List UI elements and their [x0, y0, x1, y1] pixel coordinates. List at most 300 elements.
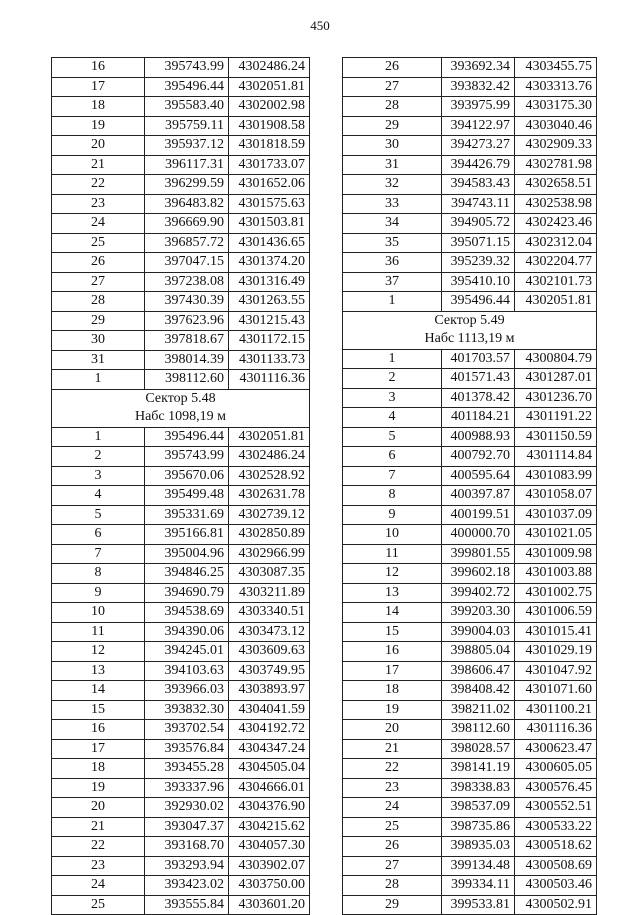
y-coordinate-cell: 4301037.09	[515, 505, 597, 525]
point-number-cell: 16	[52, 58, 145, 78]
point-number-cell: 17	[52, 739, 145, 759]
x-coordinate-cell: 395410.10	[442, 272, 515, 292]
point-number-cell: 1	[52, 370, 145, 390]
table-row	[52, 544, 310, 564]
point-number-cell: 16	[52, 720, 145, 740]
table-body-right	[343, 58, 597, 915]
y-coordinate-cell: 4300508.69	[515, 856, 597, 876]
table-row	[52, 583, 310, 603]
point-number-cell: 18	[343, 681, 442, 701]
table-row	[343, 233, 597, 253]
y-coordinate-cell: 4302423.46	[515, 214, 597, 234]
point-number-cell: 25	[343, 817, 442, 837]
x-coordinate-cell: 398112.60	[442, 720, 515, 740]
point-number-cell: 13	[343, 583, 442, 603]
y-coordinate-cell: 4301015.41	[515, 622, 597, 642]
x-coordinate-cell: 397430.39	[145, 292, 229, 312]
y-coordinate-cell: 4302781.98	[515, 155, 597, 175]
point-number-cell: 21	[52, 817, 145, 837]
y-coordinate-cell: 4303473.12	[229, 622, 310, 642]
table-row	[52, 661, 310, 681]
point-number-cell: 11	[52, 622, 145, 642]
table-row	[343, 681, 597, 701]
point-number-cell: 20	[52, 798, 145, 818]
table-row	[52, 97, 310, 117]
table-row	[343, 77, 597, 97]
x-coordinate-cell: 395496.44	[145, 427, 229, 447]
table-row	[343, 856, 597, 876]
y-coordinate-cell: 4304057.30	[229, 837, 310, 857]
table-row	[343, 798, 597, 818]
x-coordinate-cell: 397238.08	[145, 272, 229, 292]
y-coordinate-cell: 4302486.24	[229, 447, 310, 467]
x-coordinate-cell: 396483.82	[145, 194, 229, 214]
point-number-cell: 20	[52, 136, 145, 156]
table-row	[343, 388, 597, 408]
table-row	[343, 505, 597, 525]
y-coordinate-cell: 4301575.63	[229, 194, 310, 214]
x-coordinate-cell: 393832.42	[442, 77, 515, 97]
table-row	[52, 798, 310, 818]
x-coordinate-cell: 397623.96	[145, 311, 229, 331]
x-coordinate-cell: 399801.55	[442, 544, 515, 564]
point-number-cell: 2	[343, 369, 442, 389]
y-coordinate-cell: 4301002.75	[515, 583, 597, 603]
table-row	[52, 505, 310, 525]
x-coordinate-cell: 400199.51	[442, 505, 515, 525]
table-row	[343, 525, 597, 545]
x-coordinate-cell: 395496.44	[145, 77, 229, 97]
x-coordinate-cell: 398935.03	[442, 837, 515, 857]
table-row	[52, 603, 310, 623]
point-number-cell: 5	[343, 427, 442, 447]
x-coordinate-cell: 393047.37	[145, 817, 229, 837]
x-coordinate-cell: 394390.06	[145, 622, 229, 642]
x-coordinate-cell: 398112.60	[145, 370, 229, 390]
x-coordinate-cell: 400397.87	[442, 486, 515, 506]
x-coordinate-cell: 398014.39	[145, 350, 229, 370]
table-row	[52, 136, 310, 156]
y-coordinate-cell: 4302204.77	[515, 253, 597, 273]
x-coordinate-cell: 392930.02	[145, 798, 229, 818]
point-number-cell: 2	[52, 447, 145, 467]
coordinates-table-left	[51, 57, 310, 915]
point-number-cell: 29	[52, 311, 145, 331]
y-coordinate-cell: 4303040.46	[515, 116, 597, 136]
x-coordinate-cell: 399134.48	[442, 856, 515, 876]
point-number-cell: 24	[52, 214, 145, 234]
y-coordinate-cell: 4301150.59	[515, 427, 597, 447]
y-coordinate-cell: 4302051.81	[515, 292, 597, 312]
point-number-cell: 4	[52, 486, 145, 506]
y-coordinate-cell: 4301029.19	[515, 642, 597, 662]
point-number-cell: 4	[343, 408, 442, 428]
point-number-cell: 29	[343, 895, 442, 915]
table-row	[343, 292, 597, 312]
x-coordinate-cell: 394273.27	[442, 136, 515, 156]
y-coordinate-cell: 4300503.46	[515, 876, 597, 896]
table-row	[52, 427, 310, 447]
point-number-cell: 25	[52, 895, 145, 915]
y-coordinate-cell: 4301172.15	[229, 331, 310, 351]
x-coordinate-cell: 395239.32	[442, 253, 515, 273]
point-number-cell: 30	[343, 136, 442, 156]
table-row	[52, 759, 310, 779]
y-coordinate-cell: 4302631.78	[229, 486, 310, 506]
x-coordinate-cell: 394846.25	[145, 564, 229, 584]
x-coordinate-cell: 401378.42	[442, 388, 515, 408]
y-coordinate-cell: 4301114.84	[515, 447, 597, 467]
x-coordinate-cell: 395759.11	[145, 116, 229, 136]
sector-length-row	[52, 408, 310, 427]
y-coordinate-cell: 4301009.98	[515, 544, 597, 564]
point-number-cell: 22	[52, 837, 145, 857]
x-coordinate-cell: 393975.99	[442, 97, 515, 117]
table-row	[52, 778, 310, 798]
table-row	[52, 817, 310, 837]
y-coordinate-cell: 4301374.20	[229, 253, 310, 273]
x-coordinate-cell: 395583.40	[145, 97, 229, 117]
y-coordinate-cell: 4303750.00	[229, 876, 310, 896]
table-row	[52, 700, 310, 720]
table-row	[52, 58, 310, 78]
y-coordinate-cell: 4303313.76	[515, 77, 597, 97]
x-coordinate-cell: 393168.70	[145, 837, 229, 857]
point-number-cell: 7	[343, 466, 442, 486]
table-row	[52, 681, 310, 701]
table-row	[52, 253, 310, 273]
table-row	[343, 583, 597, 603]
table-row	[343, 116, 597, 136]
point-number-cell: 15	[52, 700, 145, 720]
table-row	[343, 408, 597, 428]
table-row	[52, 447, 310, 467]
coordinates-table-right	[342, 57, 597, 915]
table-row	[52, 292, 310, 312]
point-number-cell: 8	[52, 564, 145, 584]
y-coordinate-cell: 4301100.21	[515, 700, 597, 720]
table-row	[343, 349, 597, 369]
table-row	[343, 661, 597, 681]
y-coordinate-cell: 4301003.88	[515, 564, 597, 584]
x-coordinate-cell: 394122.97	[442, 116, 515, 136]
table-row	[343, 564, 597, 584]
point-number-cell: 19	[52, 778, 145, 798]
y-coordinate-cell: 4302739.12	[229, 505, 310, 525]
x-coordinate-cell: 393555.84	[145, 895, 229, 915]
x-coordinate-cell: 398141.19	[442, 759, 515, 779]
point-number-cell: 9	[343, 505, 442, 525]
y-coordinate-cell: 4301191.22	[515, 408, 597, 428]
point-number-cell: 7	[52, 544, 145, 564]
y-coordinate-cell: 4304666.01	[229, 778, 310, 798]
x-coordinate-cell: 401703.57	[442, 349, 515, 369]
table-row	[343, 622, 597, 642]
table-row	[343, 486, 597, 506]
y-coordinate-cell: 4300605.05	[515, 759, 597, 779]
y-coordinate-cell: 4301436.65	[229, 233, 310, 253]
point-number-cell: 16	[343, 642, 442, 662]
y-coordinate-cell: 4301133.73	[229, 350, 310, 370]
x-coordinate-cell: 395004.96	[145, 544, 229, 564]
x-coordinate-cell: 397818.67	[145, 331, 229, 351]
table-row	[343, 427, 597, 447]
y-coordinate-cell: 4304192.72	[229, 720, 310, 740]
table-row	[343, 194, 597, 214]
point-number-cell: 14	[52, 681, 145, 701]
x-coordinate-cell: 396669.90	[145, 214, 229, 234]
x-coordinate-cell: 398606.47	[442, 661, 515, 681]
point-number-cell: 36	[343, 253, 442, 273]
point-number-cell: 20	[343, 720, 442, 740]
table-row	[343, 97, 597, 117]
table-row	[52, 876, 310, 896]
x-coordinate-cell: 399402.72	[442, 583, 515, 603]
point-number-cell: 25	[52, 233, 145, 253]
point-number-cell: 22	[52, 175, 145, 195]
table-row	[343, 272, 597, 292]
table-row	[343, 739, 597, 759]
x-coordinate-cell: 400988.93	[442, 427, 515, 447]
y-coordinate-cell: 4303211.89	[229, 583, 310, 603]
table-row	[52, 486, 310, 506]
table-row	[52, 466, 310, 486]
x-coordinate-cell: 398338.83	[442, 778, 515, 798]
point-number-cell: 23	[343, 778, 442, 798]
y-coordinate-cell: 4301263.55	[229, 292, 310, 312]
y-coordinate-cell: 4304505.04	[229, 759, 310, 779]
point-number-cell: 35	[343, 233, 442, 253]
table-row	[343, 253, 597, 273]
y-coordinate-cell: 4303087.35	[229, 564, 310, 584]
table-row	[52, 525, 310, 545]
y-coordinate-cell: 4301071.60	[515, 681, 597, 701]
point-number-cell: 3	[52, 466, 145, 486]
point-number-cell: 21	[343, 739, 442, 759]
point-number-cell: 28	[52, 292, 145, 312]
point-number-cell: 18	[52, 97, 145, 117]
table-row	[343, 700, 597, 720]
x-coordinate-cell: 398028.57	[442, 739, 515, 759]
point-number-cell: 24	[343, 798, 442, 818]
y-coordinate-cell: 4301733.07	[229, 155, 310, 175]
y-coordinate-cell: 4301236.70	[515, 388, 597, 408]
point-number-cell: 18	[52, 759, 145, 779]
point-number-cell: 23	[52, 856, 145, 876]
y-coordinate-cell: 4303175.30	[515, 97, 597, 117]
y-coordinate-cell: 4300576.45	[515, 778, 597, 798]
x-coordinate-cell: 394690.79	[145, 583, 229, 603]
point-number-cell: 22	[343, 759, 442, 779]
y-coordinate-cell: 4303902.07	[229, 856, 310, 876]
x-coordinate-cell: 393455.28	[145, 759, 229, 779]
table-row	[52, 720, 310, 740]
y-coordinate-cell: 4302538.98	[515, 194, 597, 214]
table-row	[343, 642, 597, 662]
sector-length-row	[343, 330, 597, 349]
table-row	[343, 603, 597, 623]
y-coordinate-cell: 4302528.92	[229, 466, 310, 486]
sector-title: Сектор 5.49	[343, 311, 597, 330]
x-coordinate-cell: 395670.06	[145, 466, 229, 486]
table-row	[52, 642, 310, 662]
table-row	[52, 175, 310, 195]
y-coordinate-cell: 4303893.97	[229, 681, 310, 701]
y-coordinate-cell: 4301818.59	[229, 136, 310, 156]
y-coordinate-cell: 4301021.05	[515, 525, 597, 545]
x-coordinate-cell: 393337.96	[145, 778, 229, 798]
table-row	[52, 77, 310, 97]
point-number-cell: 6	[343, 447, 442, 467]
sector-length: Набс 1098,19 м	[52, 408, 310, 427]
point-number-cell: 12	[343, 564, 442, 584]
table-row	[343, 155, 597, 175]
x-coordinate-cell: 395071.15	[442, 233, 515, 253]
y-coordinate-cell: 4303340.51	[229, 603, 310, 623]
point-number-cell: 27	[343, 77, 442, 97]
point-number-cell: 27	[343, 856, 442, 876]
point-number-cell: 11	[343, 544, 442, 564]
x-coordinate-cell: 394426.79	[442, 155, 515, 175]
point-number-cell: 8	[343, 486, 442, 506]
table-row	[52, 311, 310, 331]
table-row	[52, 194, 310, 214]
y-coordinate-cell: 4302658.51	[515, 175, 597, 195]
x-coordinate-cell: 396117.31	[145, 155, 229, 175]
point-number-cell: 26	[343, 58, 442, 78]
y-coordinate-cell: 4301652.06	[229, 175, 310, 195]
point-number-cell: 6	[52, 525, 145, 545]
x-coordinate-cell: 395499.48	[145, 486, 229, 506]
x-coordinate-cell: 395331.69	[145, 505, 229, 525]
y-coordinate-cell: 4304376.90	[229, 798, 310, 818]
x-coordinate-cell: 400595.64	[442, 466, 515, 486]
point-number-cell: 26	[343, 837, 442, 857]
sector-length: Набс 1113,19 м	[343, 330, 597, 349]
table-row	[343, 720, 597, 740]
x-coordinate-cell: 395743.99	[145, 447, 229, 467]
x-coordinate-cell: 398735.86	[442, 817, 515, 837]
table-row	[343, 817, 597, 837]
table-row	[52, 564, 310, 584]
y-coordinate-cell: 4301316.49	[229, 272, 310, 292]
x-coordinate-cell: 393692.34	[442, 58, 515, 78]
table-row	[52, 214, 310, 234]
point-number-cell: 19	[52, 116, 145, 136]
y-coordinate-cell: 4300533.22	[515, 817, 597, 837]
table-row	[343, 837, 597, 857]
x-coordinate-cell: 399533.81	[442, 895, 515, 915]
y-coordinate-cell: 4301116.36	[515, 720, 597, 740]
table-row	[343, 466, 597, 486]
x-coordinate-cell: 394245.01	[145, 642, 229, 662]
point-number-cell: 21	[52, 155, 145, 175]
point-number-cell: 3	[343, 388, 442, 408]
y-coordinate-cell: 4303601.20	[229, 895, 310, 915]
x-coordinate-cell: 393832.30	[145, 700, 229, 720]
table-row	[52, 856, 310, 876]
point-number-cell: 26	[52, 253, 145, 273]
table-row	[52, 272, 310, 292]
y-coordinate-cell: 4302051.81	[229, 427, 310, 447]
x-coordinate-cell: 400000.70	[442, 525, 515, 545]
table-row	[52, 350, 310, 370]
table-row	[52, 370, 310, 390]
point-number-cell: 14	[343, 603, 442, 623]
y-coordinate-cell: 4302101.73	[515, 272, 597, 292]
x-coordinate-cell: 394583.43	[442, 175, 515, 195]
point-number-cell: 37	[343, 272, 442, 292]
point-number-cell: 5	[52, 505, 145, 525]
table-row	[52, 116, 310, 136]
point-number-cell: 23	[52, 194, 145, 214]
table-row	[343, 58, 597, 78]
table-row	[52, 233, 310, 253]
point-number-cell: 28	[343, 876, 442, 896]
point-number-cell: 19	[343, 700, 442, 720]
y-coordinate-cell: 4302966.99	[229, 544, 310, 564]
x-coordinate-cell: 393702.54	[145, 720, 229, 740]
x-coordinate-cell: 395743.99	[145, 58, 229, 78]
point-number-cell: 1	[52, 427, 145, 447]
point-number-cell: 32	[343, 175, 442, 195]
table-row	[343, 759, 597, 779]
point-number-cell: 10	[52, 603, 145, 623]
x-coordinate-cell: 394743.11	[442, 194, 515, 214]
y-coordinate-cell: 4302312.04	[515, 233, 597, 253]
table-row	[343, 175, 597, 195]
point-number-cell: 9	[52, 583, 145, 603]
x-coordinate-cell: 394538.69	[145, 603, 229, 623]
y-coordinate-cell: 4304347.24	[229, 739, 310, 759]
point-number-cell: 30	[52, 331, 145, 351]
sector-header-row	[343, 311, 597, 330]
point-number-cell: 27	[52, 272, 145, 292]
x-coordinate-cell: 400792.70	[442, 447, 515, 467]
point-number-cell: 17	[52, 77, 145, 97]
x-coordinate-cell: 397047.15	[145, 253, 229, 273]
table-row	[52, 739, 310, 759]
table-row	[343, 369, 597, 389]
point-number-cell: 28	[343, 97, 442, 117]
x-coordinate-cell: 393423.02	[145, 876, 229, 896]
y-coordinate-cell: 4302051.81	[229, 77, 310, 97]
x-coordinate-cell: 399334.11	[442, 876, 515, 896]
x-coordinate-cell: 399203.30	[442, 603, 515, 623]
y-coordinate-cell: 4301503.81	[229, 214, 310, 234]
point-number-cell: 10	[343, 525, 442, 545]
x-coordinate-cell: 393576.84	[145, 739, 229, 759]
y-coordinate-cell: 4302850.89	[229, 525, 310, 545]
table-row	[52, 331, 310, 351]
x-coordinate-cell: 393966.03	[145, 681, 229, 701]
page-number: 450	[310, 18, 330, 33]
x-coordinate-cell: 398805.04	[442, 642, 515, 662]
x-coordinate-cell: 399602.18	[442, 564, 515, 584]
sector-title: Сектор 5.48	[52, 389, 310, 408]
y-coordinate-cell: 4302909.33	[515, 136, 597, 156]
y-coordinate-cell: 4301287.01	[515, 369, 597, 389]
x-coordinate-cell: 399004.03	[442, 622, 515, 642]
y-coordinate-cell: 4301047.92	[515, 661, 597, 681]
y-coordinate-cell: 4300623.47	[515, 739, 597, 759]
point-number-cell: 29	[343, 116, 442, 136]
y-coordinate-cell: 4302002.98	[229, 97, 310, 117]
table-row	[343, 447, 597, 467]
table-row	[52, 837, 310, 857]
table-row	[343, 876, 597, 896]
table-row	[343, 544, 597, 564]
